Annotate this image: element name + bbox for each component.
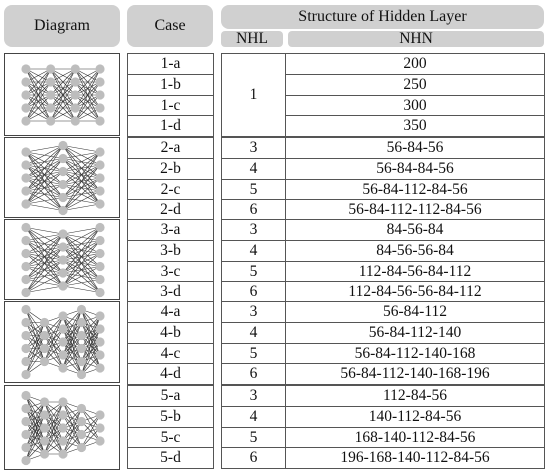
nhl-cell: 4 xyxy=(221,240,286,262)
neuron-node xyxy=(40,318,49,327)
neuron-node xyxy=(21,236,30,245)
neuron-node xyxy=(95,350,104,359)
neuron-node xyxy=(21,90,30,99)
nhl-cell: 6 xyxy=(221,199,286,221)
neuron-node xyxy=(21,160,30,169)
nhn-cell: 112-84-56-84-112 xyxy=(285,261,545,282)
neuron-node xyxy=(21,305,30,314)
neuron-node xyxy=(58,350,67,359)
neuron-node xyxy=(46,116,55,125)
neuron-node xyxy=(21,344,30,353)
neuron-node xyxy=(40,331,49,340)
case-cell: 5-c xyxy=(127,427,214,448)
neuron-node xyxy=(21,173,30,182)
neuron-node xyxy=(71,103,80,112)
neuron-node xyxy=(21,262,30,271)
neuron-node xyxy=(58,324,67,333)
neuron-node xyxy=(58,281,67,290)
nhl-cell: 4 xyxy=(221,322,286,344)
neuron-node xyxy=(95,147,104,156)
neuron-node xyxy=(58,154,67,163)
neuron-node xyxy=(21,370,30,379)
nhn-cell: 200 xyxy=(285,53,545,75)
neuron-node xyxy=(21,186,30,195)
neuron-node xyxy=(40,357,49,366)
neuron-node xyxy=(77,417,86,426)
nhn-cell: 56-84-112-140 xyxy=(285,322,545,344)
neuron-node xyxy=(58,410,67,419)
neuron-node xyxy=(77,404,86,413)
case-cell: 1-a xyxy=(127,53,214,75)
case-cell: 2-b xyxy=(127,158,214,180)
nhn-cell: 140-112-84-56 xyxy=(285,406,545,428)
nhn-cell: 56-84-84-56 xyxy=(285,158,545,180)
case-cell: 1-d xyxy=(127,115,214,137)
neuron-node xyxy=(46,90,55,99)
case-cell: 5-a xyxy=(127,385,214,407)
neuron-node xyxy=(58,255,67,264)
nhl-cell: 5 xyxy=(221,179,286,200)
neuron-node xyxy=(58,363,67,372)
neuron-node xyxy=(21,64,30,73)
neuron-node xyxy=(58,436,67,445)
neuron-node xyxy=(21,443,30,452)
neuron-node xyxy=(58,423,67,432)
case-cell: 5-b xyxy=(127,406,214,428)
neuron-node xyxy=(71,64,80,73)
nhn-cell: 350 xyxy=(285,115,545,137)
nhl-cell: 3 xyxy=(221,301,286,323)
neuron-node xyxy=(21,223,30,232)
nhl-merged-cell: 1 xyxy=(221,53,286,137)
neuron-node xyxy=(21,116,30,125)
neuron-node xyxy=(58,268,67,277)
case-cell: 1-c xyxy=(127,95,214,116)
nhn-header: NHN xyxy=(288,31,544,47)
neuron-node xyxy=(40,344,49,353)
case-cell: 1-b xyxy=(127,74,214,96)
neuron-node xyxy=(58,141,67,150)
neuron-node xyxy=(21,430,30,439)
neuron-node xyxy=(46,77,55,86)
neuron-node xyxy=(95,64,104,73)
neuron-node xyxy=(77,318,86,327)
neuron-node xyxy=(21,331,30,340)
neuron-node xyxy=(95,363,104,372)
neuron-node xyxy=(21,199,30,208)
neuron-node xyxy=(95,311,104,320)
neuron-node xyxy=(95,223,104,232)
neuron-node xyxy=(21,77,30,86)
neuron-node xyxy=(77,331,86,340)
neuron-node xyxy=(95,262,104,271)
nhn-cell: 196-168-140-112-84-56 xyxy=(285,447,545,469)
neuron-node xyxy=(58,167,67,176)
neuron-node xyxy=(40,449,49,458)
neuron-node xyxy=(21,391,30,400)
neuron-node xyxy=(95,288,104,297)
neuron-node xyxy=(21,103,30,112)
nhl-cell: 6 xyxy=(221,447,286,469)
case-cell: 2-a xyxy=(127,137,214,159)
case-cell: 4-d xyxy=(127,363,214,385)
nhn-cell: 56-84-112-140-168 xyxy=(285,343,545,364)
case-cell: 4-b xyxy=(127,322,214,344)
neuron-node xyxy=(58,229,67,238)
neuron-node xyxy=(95,116,104,125)
neuron-node xyxy=(71,116,80,125)
nhl-header: NHL xyxy=(221,31,283,47)
nhl-cell: 5 xyxy=(221,261,286,282)
case-cell: 2-c xyxy=(127,179,214,200)
neuron-node xyxy=(71,77,80,86)
neuron-node xyxy=(95,275,104,284)
nhn-cell: 56-84-56 xyxy=(285,137,545,159)
neuron-node xyxy=(95,160,104,169)
nhn-cell: 84-56-56-84 xyxy=(285,240,545,262)
neuron-node xyxy=(77,443,86,452)
neuron-node xyxy=(95,436,104,445)
neuron-node xyxy=(58,449,67,458)
nhl-cell: 6 xyxy=(221,363,286,385)
nhn-cell: 56-84-112-84-56 xyxy=(285,179,545,200)
neuron-node xyxy=(46,103,55,112)
neuron-node xyxy=(21,357,30,366)
nhl-cell: 3 xyxy=(221,219,286,241)
neuron-node xyxy=(95,249,104,258)
neuron-node xyxy=(58,193,67,202)
nhn-cell: 56-84-112-140-168-196 xyxy=(285,363,545,385)
neuron-node xyxy=(40,423,49,432)
case-cell: 2-d xyxy=(127,199,214,221)
neuron-node xyxy=(40,410,49,419)
neuron-node xyxy=(95,199,104,208)
neuron-node xyxy=(21,147,30,156)
case-cell: 3-d xyxy=(127,281,214,303)
nhn-cell: 168-140-112-84-56 xyxy=(285,427,545,448)
neuron-node xyxy=(21,404,30,413)
neuron-node xyxy=(95,324,104,333)
neuron-node xyxy=(95,90,104,99)
neuron-node xyxy=(21,456,30,465)
neuron-node xyxy=(77,357,86,366)
network-diagram-4 xyxy=(18,304,108,380)
nhl-cell: 6 xyxy=(221,281,286,303)
nhn-cell: 112-84-56 xyxy=(285,385,545,407)
neuron-node xyxy=(21,318,30,327)
nhl-cell: 5 xyxy=(221,343,286,364)
neuron-node xyxy=(95,77,104,86)
neuron-node xyxy=(95,423,104,432)
neuron-node xyxy=(77,370,86,379)
case-cell: 3-c xyxy=(127,261,214,282)
nhn-cell: 84-56-84 xyxy=(285,219,545,241)
neuron-node xyxy=(77,305,86,314)
nhn-cell: 112-84-56-56-84-112 xyxy=(285,281,545,303)
case-cell: 3-b xyxy=(127,240,214,262)
neuron-node xyxy=(58,206,67,215)
neuron-node xyxy=(95,103,104,112)
neuron-node xyxy=(21,417,30,426)
neuron-node xyxy=(77,430,86,439)
neuron-node xyxy=(40,436,49,445)
diagram-header: Diagram xyxy=(4,5,120,47)
neuron-node xyxy=(95,337,104,346)
nhl-cell: 4 xyxy=(221,406,286,428)
neuron-node xyxy=(21,275,30,284)
neuron-node xyxy=(58,337,67,346)
neuron-node xyxy=(95,173,104,182)
nhl-cell: 3 xyxy=(221,137,286,159)
network-diagram-5 xyxy=(18,388,108,468)
nhn-cell: 56-84-112-112-84-56 xyxy=(285,199,545,221)
neuron-node xyxy=(40,397,49,406)
case-header: Case xyxy=(127,5,213,47)
neuron-node xyxy=(21,288,30,297)
neuron-node xyxy=(58,180,67,189)
network-diagram-2 xyxy=(18,140,108,216)
neuron-node xyxy=(46,64,55,73)
structure-header: Structure of Hidden Layer xyxy=(221,5,544,29)
network-diagram-3 xyxy=(18,222,108,298)
nhl-cell: 5 xyxy=(221,427,286,448)
neuron-node xyxy=(71,90,80,99)
neuron-node xyxy=(77,344,86,353)
nhn-cell: 56-84-112 xyxy=(285,301,545,323)
nhl-cell: 4 xyxy=(221,158,286,180)
neuron-node xyxy=(95,186,104,195)
case-cell: 3-a xyxy=(127,219,214,241)
neuron-node xyxy=(21,249,30,258)
nhn-cell: 250 xyxy=(285,74,545,96)
nhl-cell: 3 xyxy=(221,385,286,407)
neuron-node xyxy=(58,397,67,406)
neuron-node xyxy=(95,410,104,419)
nhn-cell: 300 xyxy=(285,95,545,116)
case-cell: 5-d xyxy=(127,447,214,469)
case-cell: 4-a xyxy=(127,301,214,323)
neuron-node xyxy=(58,242,67,251)
neuron-node xyxy=(58,311,67,320)
neuron-node xyxy=(95,236,104,245)
case-cell: 4-c xyxy=(127,343,214,364)
network-diagram-1 xyxy=(18,58,108,132)
